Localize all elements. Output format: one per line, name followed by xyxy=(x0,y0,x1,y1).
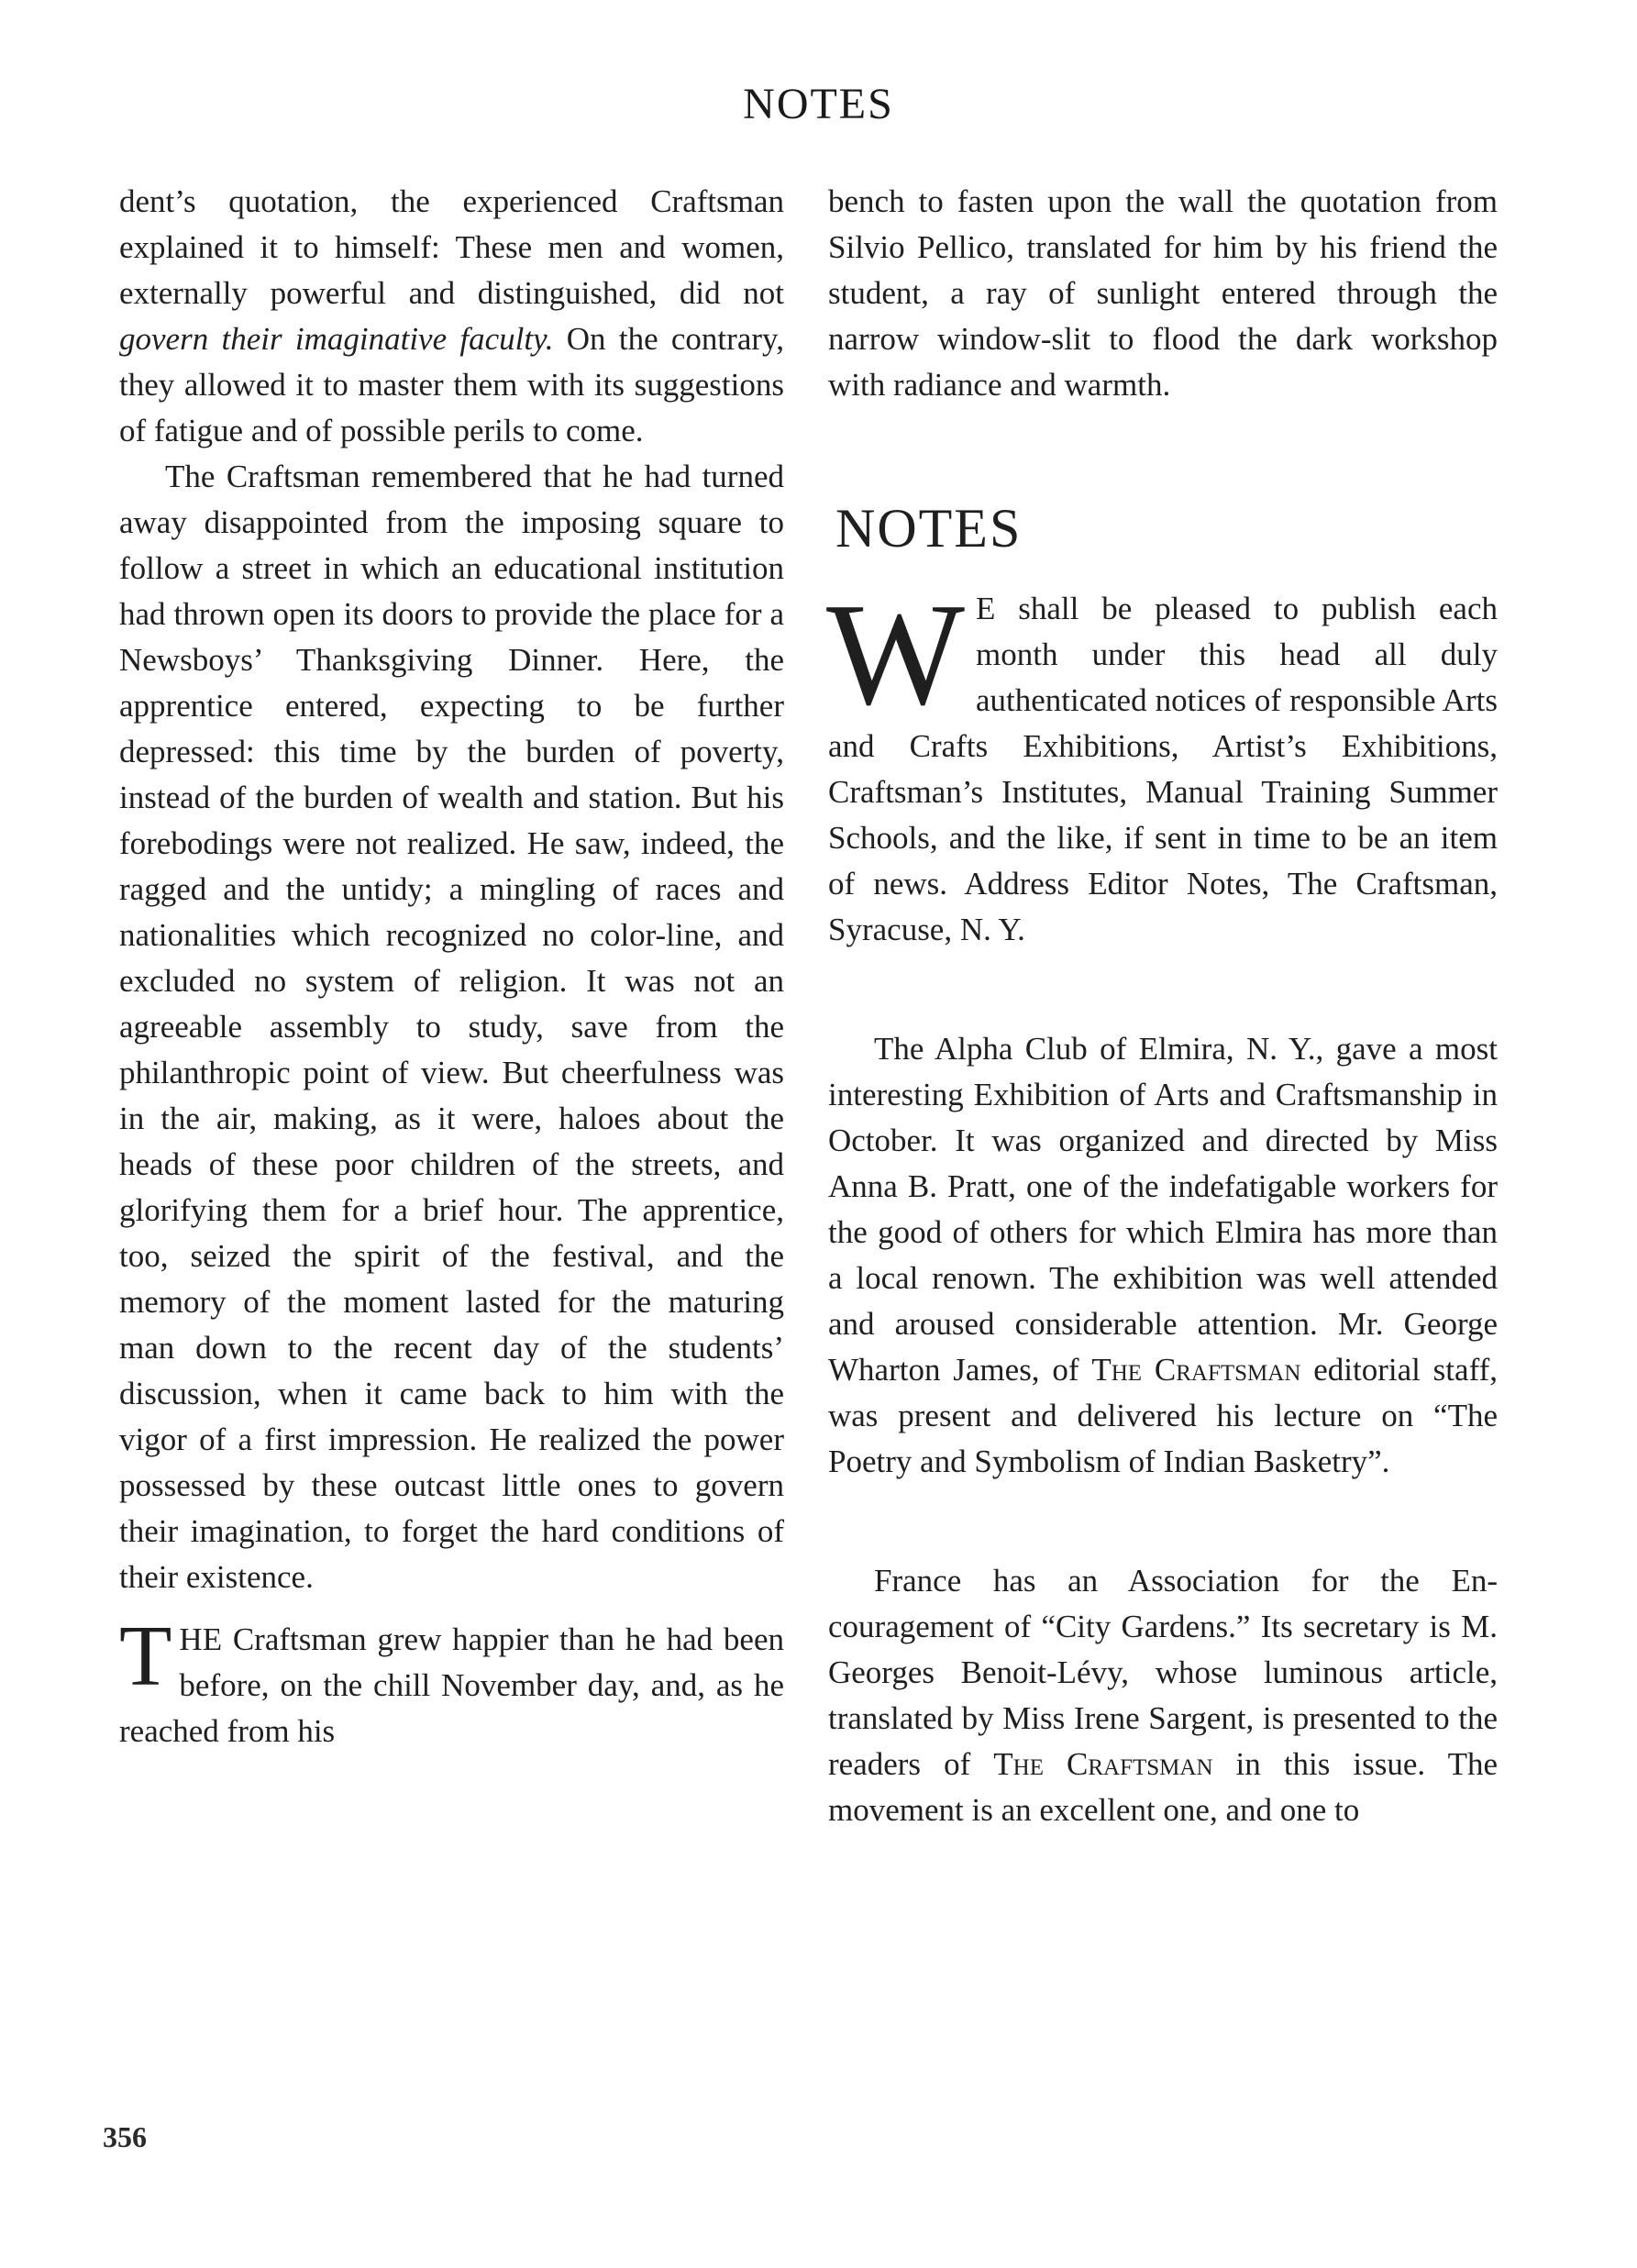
left-paragraph-3 xyxy=(119,1609,784,1754)
right-paragraph-3 xyxy=(828,1026,1498,1485)
left-p3-text: HE Craftsman grew happier than he had been before, on the chill November day, and, as he reached from his xyxy=(119,1621,784,1749)
right-paragraph-1: bench to fasten upon the wall the quotation from Silvio Pellico, translated for him by his friend the student, a ray of sunlight entered through the narrow window-slit to flood the dark workshop with radiance and warmth. xyxy=(828,183,1498,403)
right-p4-text: France has an Association for the Encouragement of “City Gardens.” Its secretary is M. Georges Benoit-Lévy, whose luminous article, translated by Miss Irene Sargent, is presented to the readers of xyxy=(828,1563,1498,1782)
left-paragraph-1 xyxy=(119,179,784,454)
left-paragraph-2: The Craftsman remembered that he had turned away disappointed from the imposing square to follow a street in which an educational institution had thrown open its doors to provide the place for a Newsboys’ Thanksgiving Dinner. Here, the apprentice entered, expecting to be further depressed: this time by the burden of poverty, instead of the burden of wealth and station. But his forebodings were not realized. He saw, indeed, the ragged and the untidy; a mingling of races and nationalities which recognized no color-line, and excluded no system of religion. It was not an agreeable assembly to study, save from the philanthropic point of view. But cheerfulness was in the air, making, as it were, haloes about the heads of these poor children of the streets, and glorifying them for a brief hour. The apprentice, too, seized the spirit of the festival, and the memory of the moment lasted for the maturing man down to the recent day of the students’ discussion, when it came back to him with the vigor of a first impression. He realized the power possessed by these outcast little ones to govern their imagination, to forget the hard conditions of their existence. xyxy=(119,459,784,1595)
drop-cap-w: W xyxy=(826,572,966,736)
drop-cap-t: T xyxy=(119,1609,172,1704)
right-p3-text: The Alpha Club of Elmira, N. Y., gave a most interesting Exhibition of Arts and Craftsmanship in October. It was organized and directed by Miss Anna B. Pratt, one of the indefatigable workers for the good of others for which Elmira has more than a local renown. The exhibition was well attended and aroused considerable attention. Mr. George Wharton James, of xyxy=(828,1031,1498,1388)
right-column xyxy=(828,179,1498,1833)
left-p1-emphasis: govern their imaginative faculty. xyxy=(119,321,554,357)
left-p1-text: dent’s quotation, the experienced Craftsman explained it to himself: These men and women, externally powerful and distinguished, did not xyxy=(119,183,784,311)
running-head: NOTES xyxy=(743,80,894,128)
right-p3-end: editorial staff, was present and delivered his lecture on “The Poetry and Symbolism of Indian Basketry”. xyxy=(828,1352,1498,1479)
right-paragraph-2 xyxy=(826,572,1498,953)
section-heading-notes: NOTES xyxy=(835,498,1023,559)
right-p4-magazine-name: The Craftsman xyxy=(993,1746,1213,1782)
left-p1-end: On the contrary, they allowed it to master them with its suggestions of fatigue and of possible perils to come. xyxy=(119,321,784,448)
right-p3-magazine-name: The Craftsman xyxy=(1091,1352,1301,1388)
page-number: 356 xyxy=(103,2120,147,2153)
right-paragraph-4 xyxy=(828,1558,1498,1833)
left-column xyxy=(119,179,784,1754)
right-p4-end: in this issue. The movement is an excellent one, and one to xyxy=(828,1746,1498,1828)
right-p2-text: E shall be pleased to publish each month under this head all duly authenticated notices of responsible Arts and Crafts Exhibitions, Artist’s Exhibitions, Craftsman’s Institutes, Manual Training Summer Schools, and the like, if sent in time to be an item of news. Address Editor Notes, The Craftsman, Syracuse, N. Y. xyxy=(828,591,1498,947)
